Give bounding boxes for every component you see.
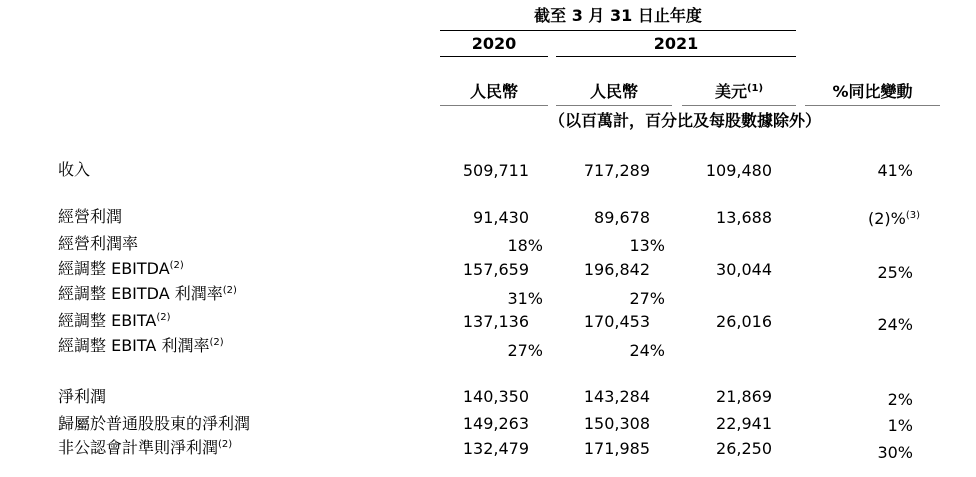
year-2020-header: 2020 bbox=[471, 34, 517, 53]
row-adjusted-ebita-margin-rmb2020: 27% bbox=[507, 341, 543, 360]
row-non-gaap-net-income-rmb2020: 132,479 bbox=[462, 439, 529, 458]
col-usd-header bbox=[682, 84, 796, 100]
row-adjusted-ebita-footnote: (2) bbox=[156, 312, 171, 323]
row-label-adjusted-ebitda bbox=[58, 261, 184, 277]
col-rmb-2021-header: 人民幣 bbox=[589, 82, 638, 101]
col-usd-rule bbox=[682, 105, 796, 106]
row-adjusted-ebitda-margin-text: 經調整 EBITDA 利潤率 bbox=[58, 284, 223, 303]
row-label-operating-margin bbox=[58, 236, 138, 252]
row-adjusted-ebita-rmb2021: 170,453 bbox=[583, 312, 650, 331]
row-adjusted-ebita-text: 經調整 EBITA bbox=[58, 311, 157, 330]
row-revenue-rmb2020: 509,711 bbox=[462, 161, 529, 180]
row-label-adjusted-ebitda-margin bbox=[58, 286, 237, 302]
row-operating-income-yoy bbox=[820, 211, 920, 227]
col-usd-label: 美元 bbox=[714, 82, 747, 101]
row-adjusted-ebita-margin-text: 經調整 EBITA 利潤率 bbox=[58, 336, 210, 355]
col-rmb-2021-rule bbox=[556, 105, 672, 106]
col-rmb-2020-header: 人民幣 bbox=[469, 82, 518, 101]
row-adjusted-ebita-usd: 26,016 bbox=[716, 312, 772, 331]
row-label-non-gaap-net-income bbox=[58, 440, 232, 456]
col-yoy-rule bbox=[805, 105, 940, 106]
row-net-income-attributable-yoy: 1% bbox=[887, 416, 913, 435]
row-net-income-usd: 21,869 bbox=[716, 387, 772, 406]
period-header: 截至 3 月 31 日止年度 bbox=[534, 6, 702, 25]
row-label-revenue: 收入 bbox=[58, 160, 91, 179]
row-operating-income-yoy-value: (2)% bbox=[867, 209, 906, 228]
row-adjusted-ebitda-margin-footnote: (2) bbox=[222, 285, 237, 296]
row-operating-income-rmb2021: 89,678 bbox=[594, 208, 650, 227]
row-revenue-rmb2021: 717,289 bbox=[583, 161, 650, 180]
row-operating-income-yoy-footnote: (3) bbox=[905, 210, 920, 221]
year-2021-rule bbox=[556, 56, 796, 57]
row-label-net-income: 淨利潤 bbox=[58, 387, 107, 406]
row-revenue-yoy: 41% bbox=[877, 161, 913, 180]
row-label-adjusted-ebita bbox=[58, 313, 171, 329]
row-operating-income-rmb2020: 91,430 bbox=[473, 208, 529, 227]
units-note: （以百萬計，百分比及每股數據除外） bbox=[548, 111, 821, 130]
row-operating-margin-rmb2020: 18% bbox=[507, 236, 543, 255]
row-label-adjusted-ebita-margin bbox=[58, 338, 224, 354]
row-adjusted-ebita-yoy: 24% bbox=[877, 315, 913, 334]
row-net-income-rmb2020: 140,350 bbox=[462, 387, 529, 406]
row-non-gaap-net-income-usd: 26,250 bbox=[716, 439, 772, 458]
row-net-income-attributable-rmb2020: 149,263 bbox=[462, 414, 529, 433]
period-rule bbox=[440, 30, 796, 31]
row-adjusted-ebitda-margin-rmb2020: 31% bbox=[507, 289, 543, 308]
row-adjusted-ebitda-footnote: (2) bbox=[169, 260, 184, 271]
row-non-gaap-net-income-text: 非公認會計準則淨利潤 bbox=[58, 438, 219, 457]
row-adjusted-ebitda-text: 經調整 EBITDA bbox=[58, 259, 170, 278]
row-adjusted-ebita-margin-footnote: (2) bbox=[209, 337, 224, 348]
row-adjusted-ebitda-usd: 30,044 bbox=[716, 260, 772, 279]
row-non-gaap-net-income-footnote: (2) bbox=[218, 439, 233, 450]
year-2020-rule bbox=[440, 56, 548, 57]
row-non-gaap-net-income-rmb2021: 171,985 bbox=[583, 439, 650, 458]
row-net-income-attributable-usd: 22,941 bbox=[716, 414, 772, 433]
row-adjusted-ebitda-rmb2020: 157,659 bbox=[462, 260, 529, 279]
row-adjusted-ebita-rmb2020: 137,136 bbox=[462, 312, 529, 331]
row-label-net-income-attributable: 歸屬於普通股股東的淨利潤 bbox=[58, 414, 251, 433]
row-operating-income-usd: 13,688 bbox=[716, 208, 772, 227]
row-adjusted-ebitda-rmb2021: 196,842 bbox=[583, 260, 650, 279]
col-yoy-header: %同比變動 bbox=[832, 82, 913, 101]
row-net-income-yoy: 2% bbox=[887, 390, 913, 409]
row-net-income-attributable-rmb2021: 150,308 bbox=[583, 414, 650, 433]
row-net-income-rmb2021: 143,284 bbox=[583, 387, 650, 406]
year-2021-header: 2021 bbox=[653, 34, 699, 53]
row-adjusted-ebita-margin-rmb2021: 24% bbox=[629, 341, 665, 360]
row-adjusted-ebitda-margin-rmb2021: 27% bbox=[629, 289, 665, 308]
col-usd-footnote: (1) bbox=[746, 83, 764, 94]
row-label-operating-income: 經營利潤 bbox=[58, 207, 123, 226]
col-rmb-2020-rule bbox=[440, 105, 548, 106]
row-operating-margin-text: 經營利潤率 bbox=[58, 234, 139, 253]
row-non-gaap-net-income-yoy: 30% bbox=[877, 443, 913, 462]
row-operating-margin-rmb2021: 13% bbox=[629, 236, 665, 255]
row-adjusted-ebitda-yoy: 25% bbox=[877, 263, 913, 282]
row-revenue-usd: 109,480 bbox=[705, 161, 772, 180]
